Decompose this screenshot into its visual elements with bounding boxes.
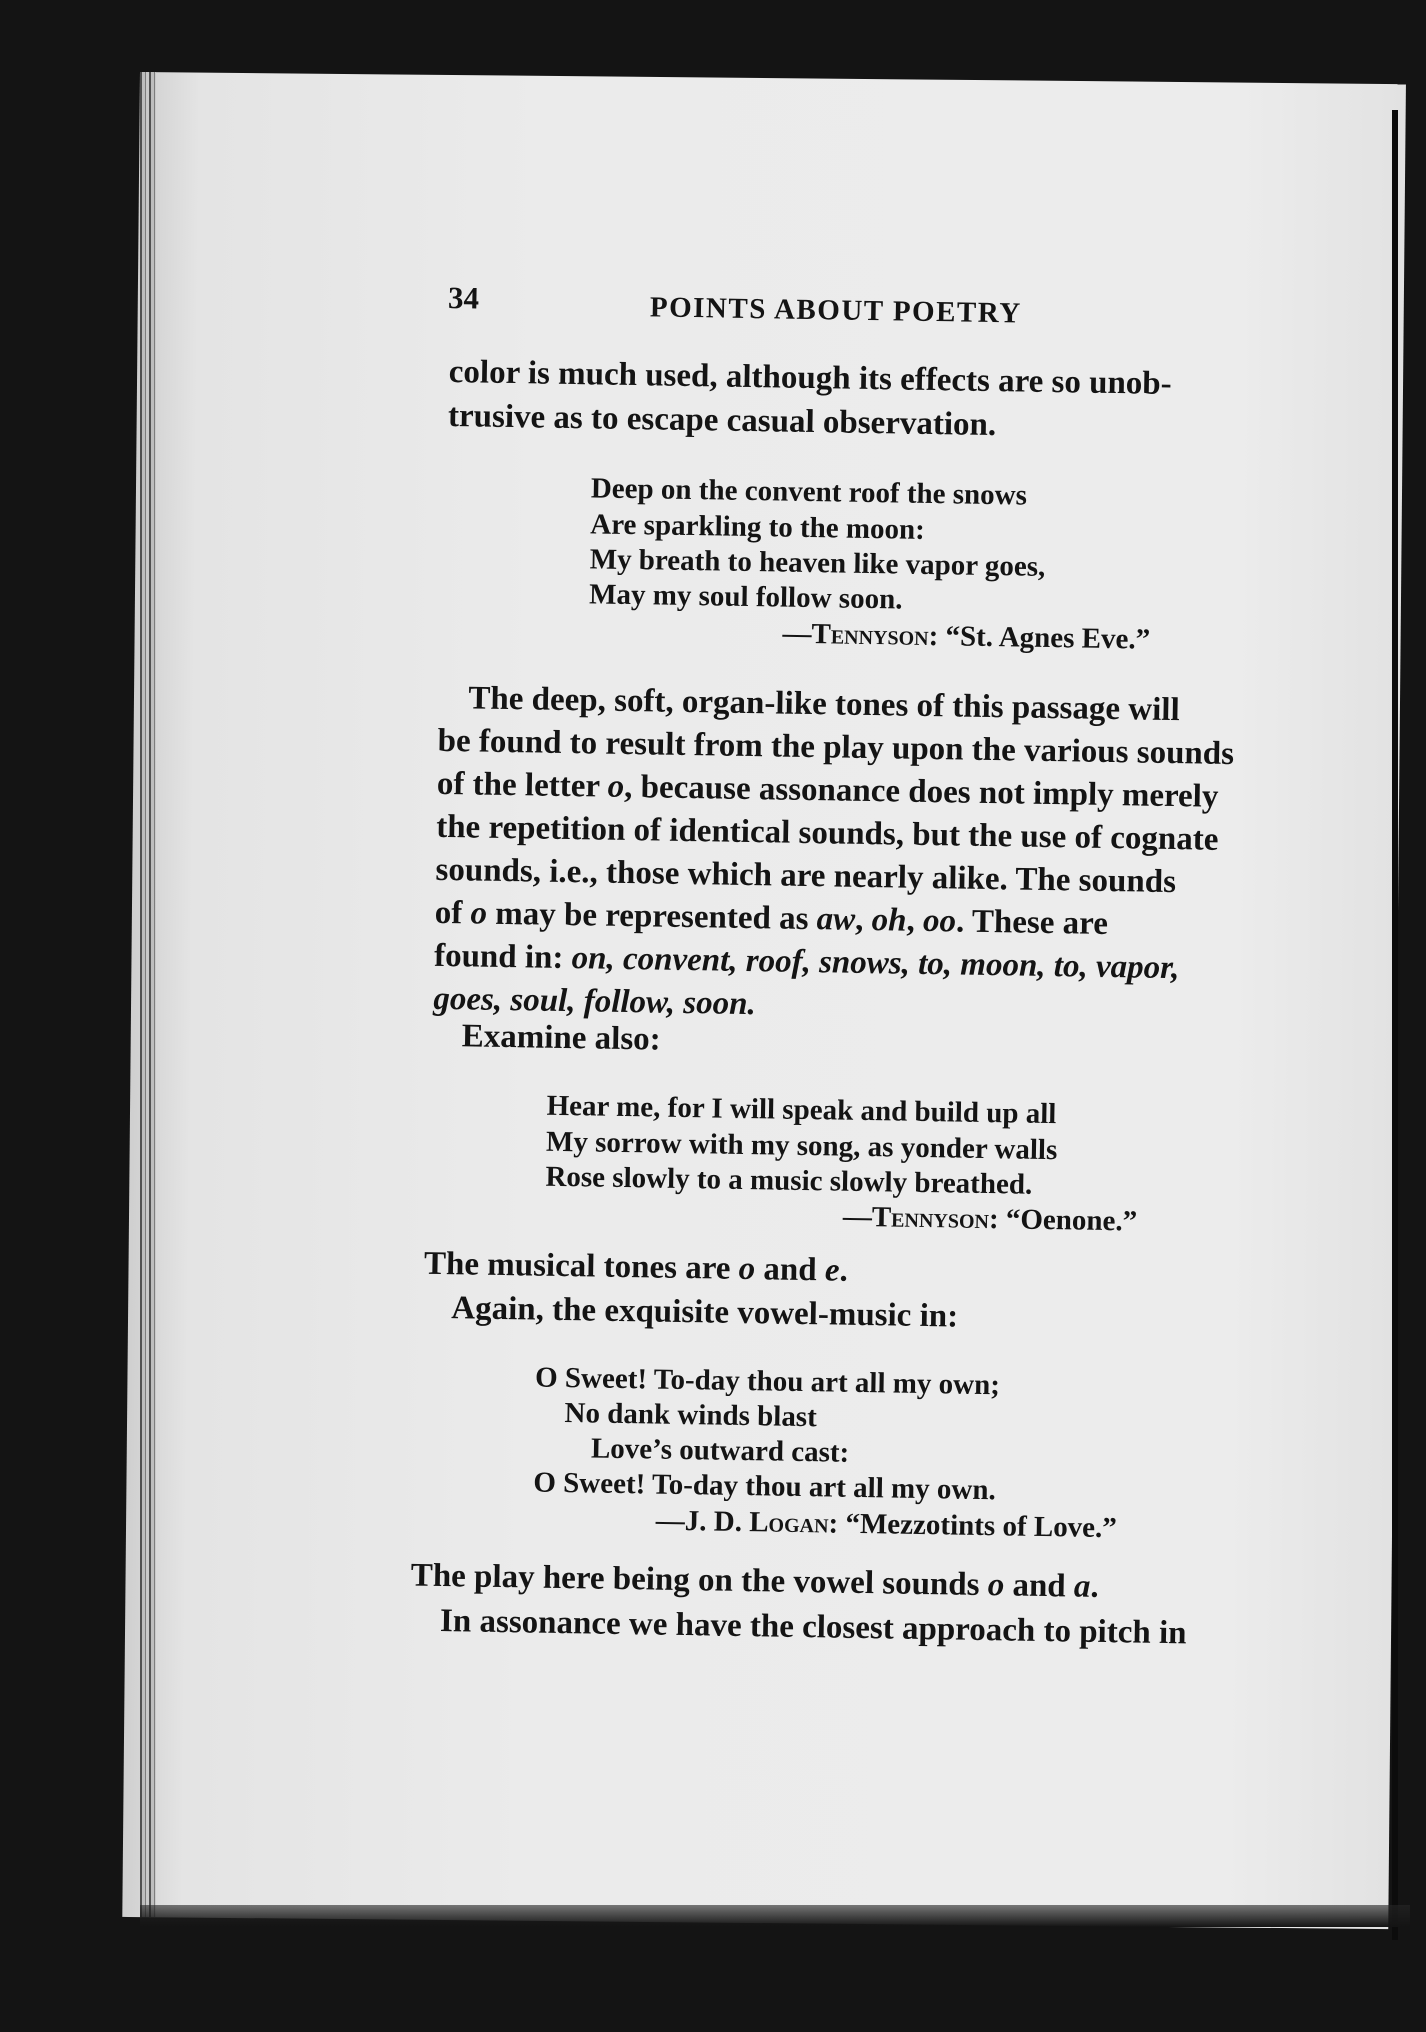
para1-line1: color is much used, although its effects are so unob-	[448, 353, 1172, 402]
para2-line3: of the letter o, because assonance does not imply merely	[436, 765, 1219, 815]
quote3-line2: No dank winds blast	[564, 1397, 818, 1434]
para2-line6: of o may be represented as aw, oh, oo. These are	[434, 894, 1109, 942]
quote1-line4: May my soul follow soon.	[588, 578, 903, 616]
quote2-line3: Rose slowly to a music slowly breathed.	[545, 1160, 1033, 1201]
quote3-line3: Love’s outward cast:	[590, 1432, 850, 1469]
play-line: The play here being on the vowel sounds o and a.	[410, 1557, 1100, 1605]
quote2-line2: My sorrow with my song, as yonder walls	[545, 1125, 1058, 1167]
para1-line2: trusive as to escape casual observation.	[447, 397, 997, 444]
musical-tones-line: The musical tones are o and e.	[423, 1245, 849, 1289]
quote3-line1: O Sweet! To-day thou art all my own;	[534, 1361, 1001, 1402]
para2-line4: the repetition of identical sounds, but the use of cognate	[435, 808, 1219, 858]
para2-line2: be found to result from the play upon the various sounds	[437, 722, 1235, 773]
last-line: In assonance we have the closest approach to pitch in	[439, 1603, 1187, 1652]
quote2-attribution: —Tennyson: “Oenone.”	[842, 1200, 1138, 1238]
examine-also: Examine also:	[461, 1018, 661, 1058]
quote1-line2: Are sparkling to the moon:	[590, 508, 926, 546]
quote1-line1: Deep on the convent roof the snows	[590, 472, 1028, 512]
quote2-line1: Hear me, for I will speak and build up all	[546, 1089, 1057, 1131]
quote1-line3: My breath to heaven like vapor goes,	[589, 543, 1046, 583]
page-number: 34	[447, 279, 480, 316]
again-line: Again, the exquisite vowel-music in:	[450, 1290, 959, 1335]
para2-line8: goes, soul, follow, soon.	[433, 980, 757, 1023]
quote1-attribution: —Tennyson: “St. Agnes Eve.”	[782, 617, 1151, 656]
para2-line5: sounds, i.e., those which are nearly alike. The sounds	[435, 851, 1177, 901]
running-title: POINTS ABOUT POETRY	[649, 291, 1022, 330]
para2-line7: found in: on, convent, roof, snows, to, moon, to, vapor,	[433, 937, 1180, 987]
para2-line1: The deep, soft, organ-like tones of this passage will	[468, 680, 1180, 729]
quote3-attribution: —J. D. Logan: “Mezzotints of Love.”	[655, 1504, 1118, 1545]
quote3-line4: O Sweet! To-day thou art all my own.	[533, 1466, 997, 1507]
